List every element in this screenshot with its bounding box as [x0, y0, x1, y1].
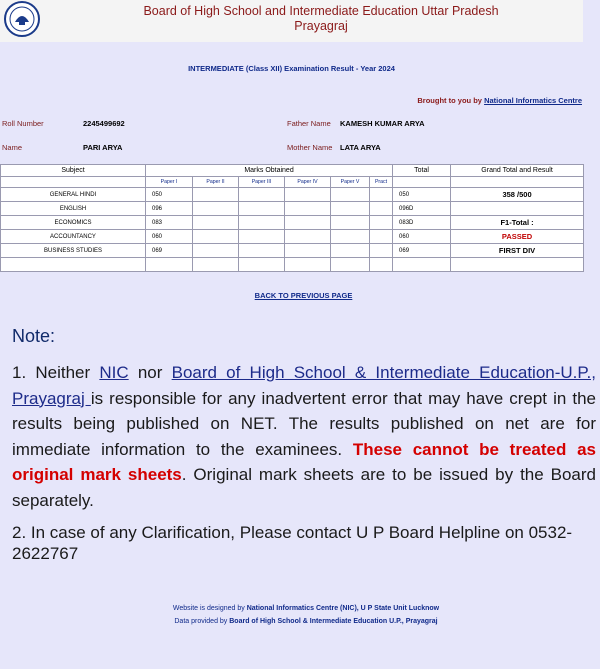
subject-header: Subject [1, 165, 146, 177]
note-title: Note: [12, 326, 56, 346]
result-cell [451, 202, 584, 216]
note-text: nor [128, 363, 172, 382]
note-paragraph-1 [12, 360, 596, 513]
grand-total-header: Grand Total and Result [451, 165, 584, 177]
note-text: 1. Neither [12, 363, 100, 382]
subject-total: 060 [393, 230, 451, 244]
footer-prefix: Data provided by [174, 618, 228, 625]
name-label: Name [2, 143, 23, 152]
paper-1-marks: 069 [146, 244, 193, 258]
subject-total: 069 [393, 244, 451, 258]
paper-4-header: Paper IV [285, 177, 331, 188]
nic-note-link[interactable]: NIC [99, 363, 129, 382]
subject-total: 096D [393, 202, 451, 216]
table-row [1, 188, 584, 202]
subject-name: BUSINESS STUDIES [1, 244, 146, 258]
subject-total: 050 [393, 188, 451, 202]
marks-header: Marks Obtained [146, 165, 393, 177]
f1-total-label: F1-Total : [451, 216, 584, 230]
father-name-value: KAMESH KUMAR ARYA [340, 119, 425, 128]
paper-1-marks: 050 [146, 188, 193, 202]
name-value: PARI ARYA [83, 143, 123, 152]
father-name-label: Father Name [287, 119, 331, 128]
subject-name: ENGLISH [1, 202, 146, 216]
brought-prefix: Brought to you by [417, 96, 482, 105]
footer-data-provider: Board of High School & Intermediate Education U.P., Prayagraj [229, 618, 438, 625]
back-to-previous-page-link[interactable]: BACK TO PREVIOUS PAGE [254, 291, 353, 300]
paper-3-header: Paper III [239, 177, 285, 188]
footer-line-1 [0, 605, 600, 612]
paper-1-marks: 060 [146, 230, 193, 244]
paper-header-row [1, 177, 584, 188]
subject-name: ACCOUNTANCY [1, 230, 146, 244]
brought-by [417, 96, 582, 105]
board-location: Prayagraj [294, 19, 348, 33]
footer-prefix: Website is designed by [172, 605, 245, 612]
footer-line-2 [0, 618, 600, 625]
roll-number-value: 2245499692 [83, 119, 125, 128]
table-row [1, 258, 584, 272]
table-row [1, 202, 584, 216]
board-title: Board of High School and Intermediate Education Uttar Pradesh [143, 4, 499, 18]
paper-1-header: Paper I [146, 177, 193, 188]
site-header [0, 0, 583, 42]
marks-table [0, 164, 584, 272]
paper-1-marks: 083 [146, 216, 193, 230]
subject-name: GENERAL HINDI [1, 188, 146, 202]
grand-total: 358 /500 [451, 188, 584, 202]
table-row [1, 230, 584, 244]
note-text: is responsible for any inadvertent error that may have crept in the results being published on NET. The results published on net are for immediate information to the examinees. [12, 388, 596, 459]
note-paragraph-2: 2. In case of any Clarification, Please contact U P Board Helpline on 0532-2622767 [12, 523, 573, 563]
footer-designer: National Informatics Centre (NIC), U P State Unit Lucknow [246, 605, 440, 612]
mother-name-label: Mother Name [287, 143, 333, 152]
mother-name-value: LATA ARYA [340, 143, 381, 152]
result-status: PASSED [451, 230, 584, 244]
total-header: Total [393, 165, 451, 177]
subject-total: 083D [393, 216, 451, 230]
note-text: . Original mark sheets are to be issued by the Board separately. [12, 465, 596, 510]
roll-number-label: Roll Number [2, 119, 44, 128]
paper-5-header: Paper V [331, 177, 370, 188]
paper-2-header: Paper II [193, 177, 239, 188]
table-row [1, 216, 584, 230]
warning-text: These cannot be treated as original mark sheets [12, 439, 596, 484]
exam-title: INTERMEDIATE (Class XII) Examination Result - Year 2024 [188, 64, 395, 73]
table-header-row [1, 165, 584, 177]
practical-header: Pract [370, 177, 393, 188]
table-row [1, 244, 584, 258]
nic-link[interactable]: National Informatics Centre [484, 96, 582, 105]
subject-name: ECONOMICS [1, 216, 146, 230]
paper-1-marks: 096 [146, 202, 193, 216]
board-note-link[interactable]: Board of High School & Intermediate Education-U.P., Prayagraj [12, 363, 596, 408]
division: FIRST DIV [451, 244, 584, 258]
